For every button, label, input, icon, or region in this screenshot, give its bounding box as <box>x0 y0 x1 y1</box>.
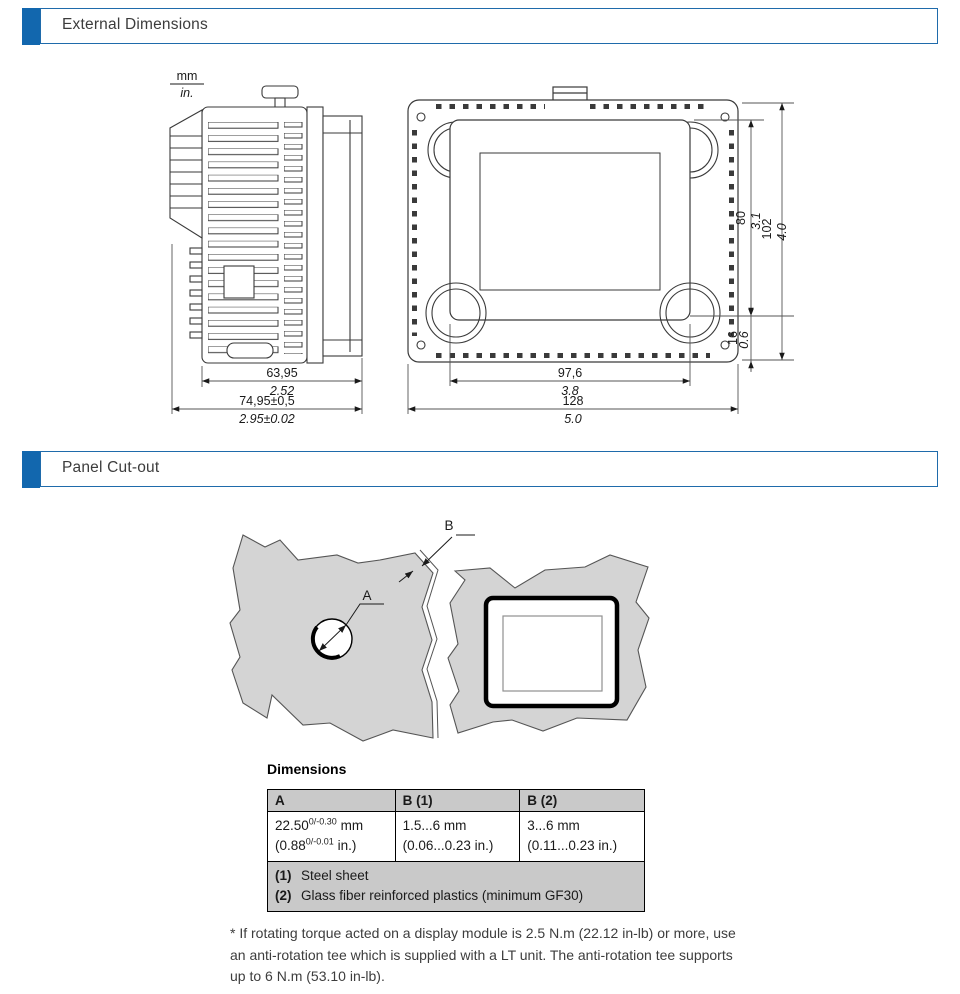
display-module-side <box>323 116 362 356</box>
dim-side-total-mm: 74,95±0,5 <box>239 394 295 408</box>
front-view <box>408 87 738 362</box>
cell-a <box>268 812 396 862</box>
side-view <box>170 86 362 363</box>
panel-with-hole <box>230 535 438 741</box>
table-title: Dimensions <box>267 761 347 777</box>
units-in: in. <box>180 86 194 100</box>
cell-b1: 1.5...6 mm (0.06...0.23 in.) <box>395 812 520 862</box>
units-mm: mm <box>176 69 198 83</box>
label-a: A <box>362 588 372 603</box>
lower-fins <box>190 248 202 338</box>
table-header-row <box>268 790 645 812</box>
label-b: B <box>444 518 454 533</box>
side-depth-dimension <box>238 366 297 426</box>
vent-slats <box>208 122 280 354</box>
col-header-b2: B (2) <box>520 790 645 812</box>
header-accent-block <box>22 451 40 488</box>
external-dimensions-drawing <box>0 65 960 430</box>
front-width-labels <box>558 366 584 426</box>
note-1: (1) Steel sheet <box>275 867 369 883</box>
col-header-a: A <box>268 790 396 812</box>
dim-h16-in: 0.6 <box>737 331 751 349</box>
table-notes-row <box>268 861 645 912</box>
side-opening <box>224 266 254 298</box>
torque-footnote: * If rotating torque acted on a display module is 2.5 N.m (22.12 in-lb) or more, use an anti-rotation tee which is supplied with a LT unit. The anti-rotation tee supports up to 6 N.m (53.10 in-lb). <box>230 925 736 985</box>
external-dimensions-header <box>22 8 938 45</box>
dim-width-in: 5.0 <box>564 412 582 426</box>
unit-a-in: in.) <box>333 838 357 854</box>
panel-with-display <box>448 555 649 733</box>
display-screen <box>480 153 660 290</box>
vent-slats-small <box>284 122 305 354</box>
header-accent-block <box>22 8 40 45</box>
table-data-row <box>268 812 645 862</box>
mounted-screen <box>503 616 602 691</box>
tolerance-a-in: 0/-0.01 <box>305 836 334 847</box>
value-a-in: (0.88 <box>275 838 306 854</box>
header-box <box>40 451 938 487</box>
panel-cutout-header <box>22 451 938 488</box>
table-notes <box>268 861 645 912</box>
dim-h80-in: 3.1 <box>749 212 763 230</box>
dimensions-table <box>267 789 645 912</box>
bottom-cylinder <box>227 343 273 358</box>
dim-width-mm: 128 <box>562 394 584 408</box>
dim-side-depth-in: 2.52 <box>269 384 295 398</box>
dim-h80-mm: 80 <box>734 211 748 225</box>
section-title: Panel Cut-out <box>62 459 160 476</box>
heatsink-wedge <box>170 110 202 238</box>
dim-side-depth-mm: 63,95 <box>266 366 298 380</box>
dim-bezel-mm: 97,6 <box>557 366 583 380</box>
dim-h16-mm: 16 <box>726 331 740 345</box>
dim-side-total-in: 2.95±0.02 <box>239 412 295 426</box>
tolerance-a-mm: 0/-0.30 <box>308 816 337 827</box>
dim-bezel-in: 3.8 <box>561 384 579 398</box>
dim-h102-in: 4.0 <box>775 223 789 241</box>
value-a-mm: 22.50 <box>275 818 309 833</box>
unit-a-mm: mm <box>336 818 364 833</box>
dim-h102-mm: 102 <box>760 218 774 240</box>
note-2: (2) Glass fiber reinforced plastics (minimum GF30) <box>275 888 584 904</box>
dimensions-table-block <box>267 761 647 912</box>
cell-b2: 3...6 mm (0.11...0.23 in.) <box>520 812 645 862</box>
col-header-b1: B (1) <box>395 790 520 812</box>
units-note <box>170 69 204 100</box>
panel-cutout-drawing <box>0 505 960 760</box>
section-title: External Dimensions <box>62 16 208 33</box>
module-plate <box>307 107 323 363</box>
